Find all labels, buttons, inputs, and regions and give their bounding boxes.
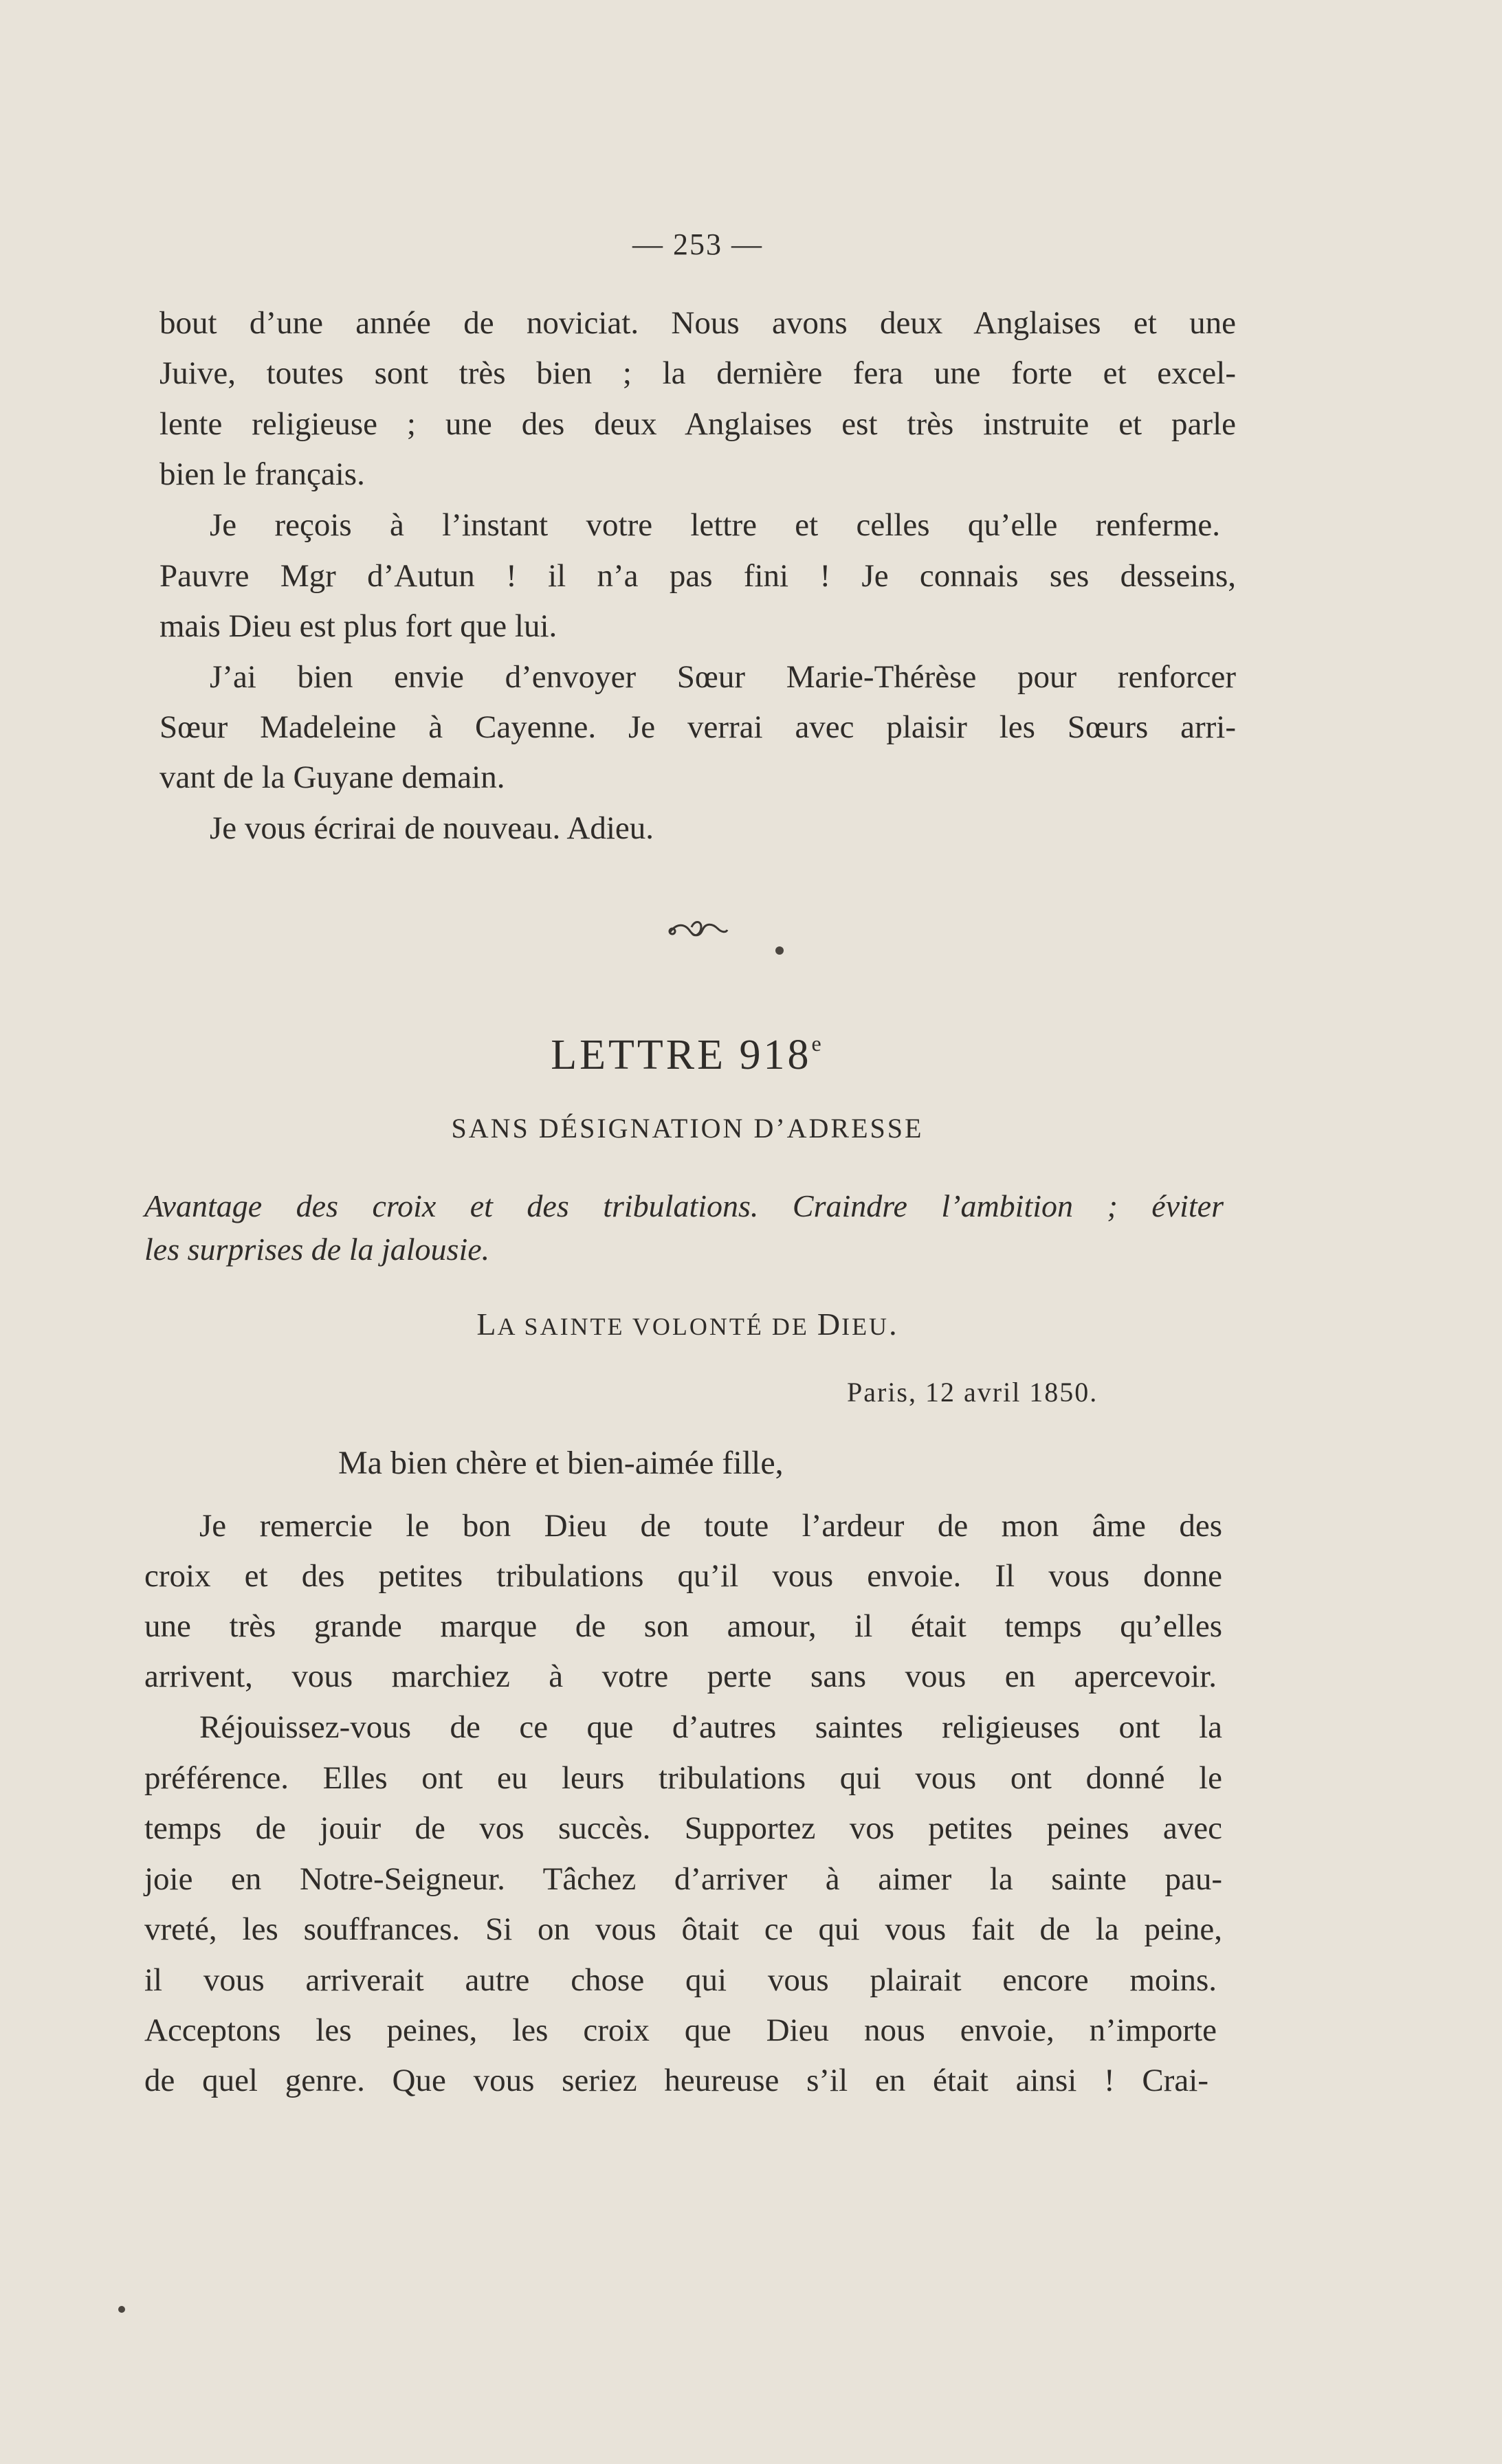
ornament-icon (667, 918, 729, 945)
summary-line: Avantage des croix et des tribulations. Craindre l’ambition ; éviter (144, 1188, 1224, 1223)
text-line: vant de la Guyane demain. (159, 759, 505, 795)
text-line: bien le français. (159, 456, 365, 492)
letter-subtitle (0, 1306, 1375, 1342)
body-line: vreté, les souffrances. Si on vous ôtait ce qui vous fait de la peine, (144, 1911, 1222, 1947)
dateline: Paris, 12 avril 1850. (847, 1377, 1098, 1408)
body-line: temps de jouir de vos succès. Supportez vos petites peines avec (144, 1810, 1222, 1846)
letter-address: SANS DÉSIGNATION D’ADRESSE (451, 1113, 924, 1144)
body-line: Je remercie le bon Dieu de toute l’ardeur de mon âme des (199, 1508, 1222, 1544)
body-line: de quel genre. Que vous seriez heureuse s’il en était ainsi ! Crai- (144, 2063, 1208, 2098)
subtitle-smallcaps: A SAINTE VOLONTÉ DE (497, 1313, 817, 1340)
body-line: Réjouissez-vous de ce que d’autres saintes religieuses ont la (199, 1709, 1222, 1745)
body-line: une très grande marque de son amour, il était temps qu’elles (144, 1608, 1222, 1644)
text-line: Je reçois à l’instant votre lettre et celles qu’elle renferme. (210, 507, 1220, 543)
letter-title (0, 1031, 1375, 1080)
subtitle-period: . (889, 1307, 898, 1342)
text-line: Juive, toutes sont très bien ; la dernière fera une forte et excel- (159, 355, 1236, 391)
letter-title-superscript: e (811, 1031, 824, 1056)
text-line: Je vous écrirai de nouveau. Adieu. (210, 810, 654, 846)
body-line: Acceptons les peines, les croix que Dieu nous envoie, n’importe (144, 2012, 1217, 2048)
subtitle-smallcaps: IEU (841, 1313, 890, 1340)
body-line: arrivent, vous marchiez à votre perte sans vous en apercevoir. (144, 1658, 1217, 1694)
ink-speck (775, 946, 784, 955)
text-line: bout d’une année de noviciat. Nous avons deux Anglaises et une (159, 305, 1236, 341)
subtitle-initial: D (817, 1307, 842, 1342)
ink-speck (118, 2306, 125, 2313)
text-line: lente religieuse ; une des deux Anglaises est très instruite et parle (159, 406, 1236, 442)
body-line: préférence. Elles ont eu leurs tribulations qui vous ont donné le (144, 1760, 1222, 1796)
body-line: croix et des petites tribulations qu’il vous envoie. Il vous donne (144, 1558, 1222, 1594)
body-line: joie en Notre-Seigneur. Tâchez d’arriver à aimer la sainte pau- (144, 1861, 1222, 1897)
text-line: Sœur Madeleine à Cayenne. Je verrai avec plaisir les Sœurs arri- (159, 709, 1236, 745)
letter-title-text: LETTRE 918 (551, 1032, 812, 1078)
page-number: — 253 — (632, 227, 763, 261)
text-line: mais Dieu est plus fort que lui. (159, 608, 557, 644)
subtitle-initial: L (476, 1307, 498, 1342)
salutation: Ma bien chère et bien-aimée fille, (338, 1445, 784, 1481)
text-line: Pauvre Mgr d’Autun ! il n’a pas fini ! Je connais ses desseins, (159, 558, 1236, 594)
text-line: J’ai bien envie d’envoyer Sœur Marie-Thérèse pour renforcer (210, 659, 1236, 695)
summary-line: les surprises de la jalousie. (144, 1232, 490, 1267)
body-line: il vous arriverait autre chose qui vous plairait encore moins. (144, 1962, 1217, 1998)
